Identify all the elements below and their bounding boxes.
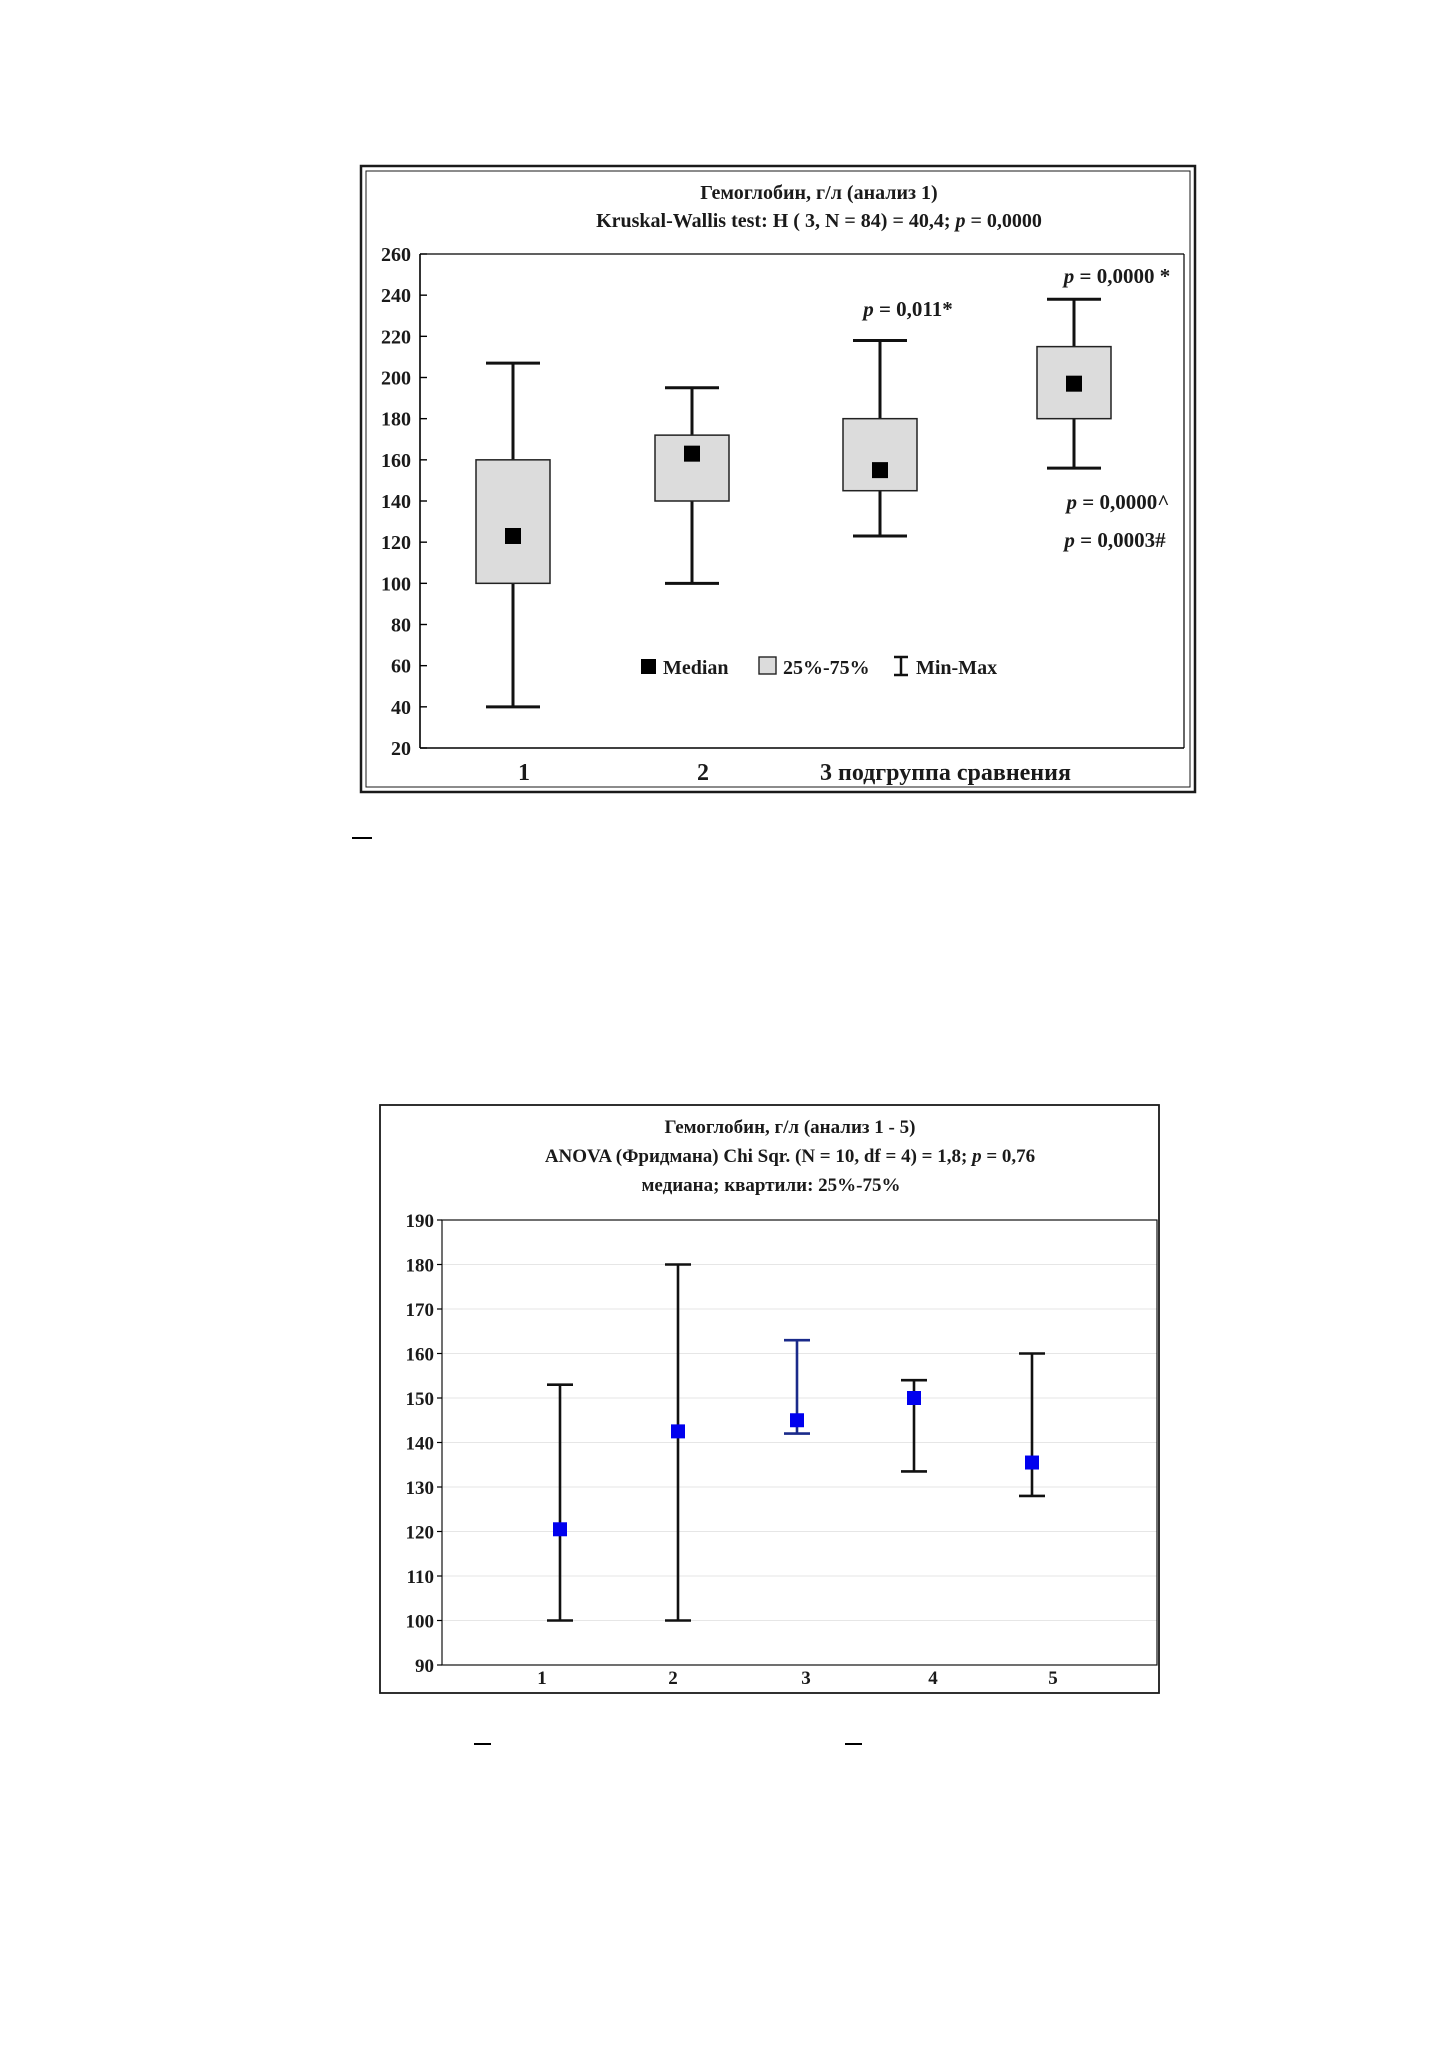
y-tick-label: 150 (405, 1389, 434, 1410)
chart-subtitle-part: = 0,0000 (965, 210, 1042, 232)
caption-dash (845, 1743, 862, 1745)
legend-iqr-swatch (759, 657, 776, 674)
median-marker (907, 1391, 921, 1405)
box-iqr (476, 460, 550, 584)
median-marker (671, 1424, 685, 1438)
y-tick-label: 260 (381, 244, 411, 266)
chart-subtitle-part: ANOVA (Фридмана) Chi Sqr. (N = 10, df = 4) = 1,8; (544, 1146, 973, 1167)
box-iqr (655, 435, 729, 501)
p-value-annotation (1065, 490, 1170, 514)
y-tick-label: 190 (405, 1211, 434, 1232)
chart-subtitle-part: p (955, 210, 966, 232)
caption-dash (474, 1743, 491, 1745)
p-value-annotation (1062, 264, 1170, 288)
y-tick-label: 100 (405, 1611, 434, 1633)
y-tick-label: 110 (406, 1567, 434, 1588)
y-tick-label: 120 (405, 1522, 434, 1544)
chart-title: Гемоглобин, г/л (анализ 1) (700, 182, 938, 204)
y-tick-label: 180 (405, 1255, 434, 1277)
chart-subtitle-part: = 0,76 (981, 1146, 1036, 1167)
p-value-annotation-part: = 0,011* (873, 297, 953, 321)
y-tick-label: 140 (381, 491, 411, 513)
y-tick-label: 170 (405, 1300, 434, 1321)
y-tick-label: 40 (391, 696, 411, 719)
legend-iqr-label: 25%-75% (783, 657, 870, 679)
y-tick-label: 140 (405, 1433, 434, 1455)
y-tick-label: 130 (405, 1478, 434, 1499)
chart-subtitle-part: Kruskal-Wallis test: H ( 3, N = 84) = 40,4; (596, 210, 956, 232)
median-marker (872, 462, 888, 478)
x-category-label: 2 (697, 760, 709, 786)
x-category-label: 3 подгруппа сравнения (820, 760, 1071, 786)
y-tick-label: 240 (381, 285, 411, 308)
p-value-annotation-part: p (1063, 264, 1075, 288)
x-category-label: 3 (801, 1668, 811, 1689)
y-tick-label: 160 (381, 449, 411, 472)
p-value-annotation (1062, 528, 1166, 552)
y-tick-label: 100 (381, 573, 411, 596)
y-tick-label: 220 (381, 326, 411, 349)
y-tick-label: 20 (391, 738, 411, 760)
chart-title: Гемоглобин, г/л (анализ 1 - 5) (664, 1117, 916, 1138)
boxplot-svg (359, 164, 1197, 794)
y-tick-label: 160 (405, 1344, 434, 1366)
legend-minmax-label: Min-Max (916, 657, 998, 679)
chart-subtitle-part: p (972, 1146, 982, 1167)
x-category-label: 2 (668, 1668, 678, 1689)
median-marker (1066, 376, 1082, 392)
legend-median-label: Median (663, 657, 729, 679)
y-tick-label: 120 (381, 532, 411, 555)
p-value-annotation-part: p (1066, 490, 1078, 514)
median-marker (505, 528, 521, 544)
legend-median-swatch (641, 659, 656, 674)
x-category-label: 4 (928, 1668, 938, 1689)
chart-subtitle (545, 1146, 1035, 1167)
p-value-annotation-part: = 0,0000 * (1074, 264, 1171, 288)
x-category-label: 1 (537, 1668, 547, 1689)
x-category-label: 5 (1048, 1668, 1058, 1689)
p-value-annotation-part: p (863, 297, 874, 321)
p-value-annotation-part: = 0,0000^ (1077, 490, 1170, 514)
p-value-annotation-part: p (1064, 528, 1075, 552)
y-tick-label: 60 (391, 655, 411, 678)
errorbar-svg (379, 1104, 1160, 1694)
chart-subtitle (596, 210, 1042, 232)
y-tick-label: 90 (415, 1656, 434, 1677)
chart-subtitle-2: медиана; квартили: 25%-75% (641, 1175, 901, 1196)
y-tick-label: 180 (381, 408, 411, 431)
x-category-label: 1 (518, 760, 530, 786)
y-tick-label: 200 (381, 367, 411, 390)
box-iqr (843, 419, 917, 491)
p-value-annotation (861, 297, 953, 321)
median-marker (790, 1413, 804, 1427)
median-marker (1025, 1456, 1039, 1470)
y-tick-label: 80 (391, 614, 411, 637)
boxplot-chart (359, 164, 1197, 794)
median-marker (684, 446, 700, 462)
errorbar-chart (379, 1104, 1160, 1694)
median-marker (553, 1522, 567, 1536)
p-value-annotation-part: = 0,0003# (1074, 528, 1166, 552)
caption-dash (352, 837, 372, 839)
